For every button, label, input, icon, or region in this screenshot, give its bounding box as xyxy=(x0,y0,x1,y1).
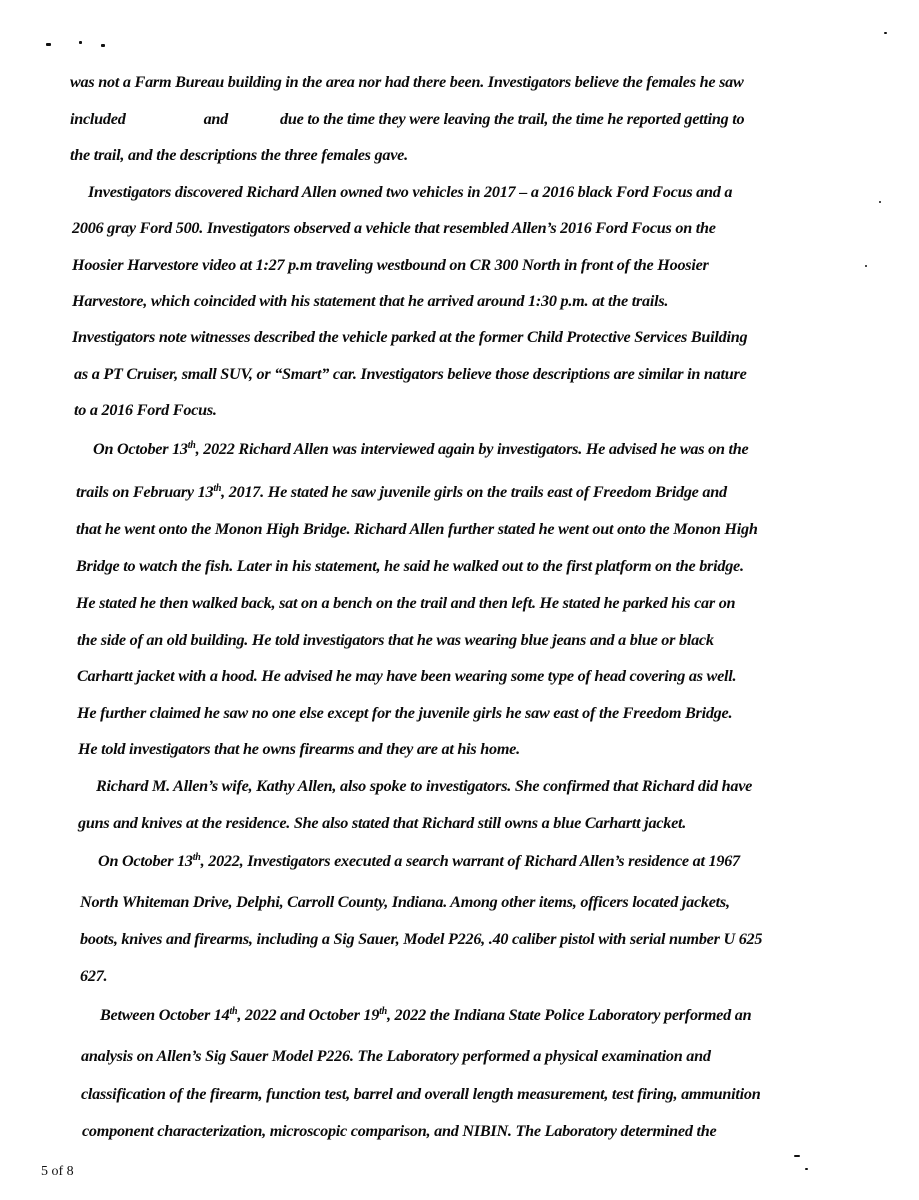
paragraph-6-line-1: Between October 14th, 2022 and October 19th, 2022 the Indiana State Police Laboratory performed an xyxy=(100,1006,752,1024)
paragraph-2-line-7: to a 2016 Ford Focus. xyxy=(74,401,217,419)
paragraph-2-line-1: Investigators discovered Richard Allen owned two vehicles in 2017 – a 2016 black Ford Focus and a xyxy=(88,183,733,201)
paragraph-3-line-9: He told investigators that he owns firearms and they are at his home. xyxy=(78,740,520,758)
scan-speck xyxy=(46,43,51,46)
scan-speck xyxy=(101,44,105,47)
paragraph-5-line-2: North Whiteman Drive, Delphi, Carroll County, Indiana. Among other items, officers located jackets, xyxy=(80,893,730,911)
scan-speck xyxy=(865,265,867,267)
paragraph-1-line-2 xyxy=(70,109,744,129)
paragraph-4-line-2: guns and knives at the residence. She also stated that Richard still owns a blue Carhartt jacket. xyxy=(78,814,687,832)
paragraph-2-line-6: as a PT Cruiser, small SUV, or “Smart” car. Investigators believe those descriptions are similar in nature xyxy=(74,365,747,383)
scan-speck xyxy=(805,1168,808,1170)
paragraph-5-line-4: 627. xyxy=(80,967,108,985)
paragraph-3-line-6: the side of an old building. He told investigators that he was wearing blue jeans and a blue or black xyxy=(77,631,714,649)
paragraph-3-line-1: On October 13th, 2022 Richard Allen was interviewed again by investigators. He advised he was on the xyxy=(93,440,749,458)
paragraph-3-line-2: trails on February 13th, 2017. He stated he saw juvenile girls on the trails east of Freedom Bridge and xyxy=(76,483,727,501)
paragraph-2-line-4: Harvestore, which coincided with his statement that he arrived around 1:30 p.m. at the trails. xyxy=(72,292,669,310)
redacted-text-suffix: due to the time they were leaving the trail, the time he reported getting to xyxy=(280,110,745,128)
paragraph-1-line-3: the trail, and the descriptions the three females gave. xyxy=(70,146,408,164)
paragraph-2-line-2: 2006 gray Ford 500. Investigators observed a vehicle that resembled Allen’s 2016 Ford Focus on the xyxy=(72,219,716,237)
paragraph-3-line-8: He further claimed he saw no one else except for the juvenile girls he saw east of the Freedom Bridge. xyxy=(77,704,733,722)
redacted-text-prefix: included xyxy=(70,110,126,128)
paragraph-3-line-3: that he went onto the Monon High Bridge. Richard Allen further stated he went out onto the Monon High xyxy=(76,520,758,538)
paragraph-6-line-4: component characterization, microscopic comparison, and NIBIN. The Laboratory determined the xyxy=(82,1122,717,1140)
paragraph-3-line-7: Carhartt jacket with a hood. He advised he may have been wearing some type of head covering as well. xyxy=(77,667,737,685)
scan-speck xyxy=(794,1155,800,1157)
page-number: 5 of 8 xyxy=(41,1164,74,1179)
paragraph-5-line-3: boots, knives and firearms, including a Sig Sauer, Model P226, .40 caliber pistol with serial number U 625 xyxy=(80,930,763,948)
paragraph-4-line-1: Richard M. Allen’s wife, Kathy Allen, also spoke to investigators. She confirmed that Richard did have xyxy=(96,777,753,795)
paragraph-2-line-3: Hoosier Harvestore video at 1:27 p.m traveling westbound on CR 300 North in front of the Hoosier xyxy=(72,256,709,274)
redacted-text-middle: and xyxy=(203,110,229,128)
scan-speck xyxy=(79,41,82,44)
paragraph-3-line-5: He stated he then walked back, sat on a bench on the trail and then left. He stated he parked his car on xyxy=(76,594,736,612)
paragraph-6-line-2: analysis on Allen’s Sig Sauer Model P226. The Laboratory performed a physical examination and xyxy=(81,1047,711,1065)
scan-speck xyxy=(879,201,881,203)
paragraph-3-line-4: Bridge to watch the fish. Later in his statement, he said he walked out to the first platform on the bridge. xyxy=(76,557,744,575)
paragraph-5-line-1: On October 13th, 2022, Investigators executed a search warrant of Richard Allen’s residence at 1967 xyxy=(98,852,740,870)
paragraph-1-line-1: was not a Farm Bureau building in the area nor had there been. Investigators believe the females he saw xyxy=(70,73,744,91)
paragraph-6-line-3: classification of the firearm, function test, barrel and overall length measurement, test firing, ammunition xyxy=(81,1085,761,1103)
paragraph-2-line-5: Investigators note witnesses described the vehicle parked at the former Child Protective Services Building xyxy=(72,328,748,346)
scan-speck xyxy=(884,32,887,34)
